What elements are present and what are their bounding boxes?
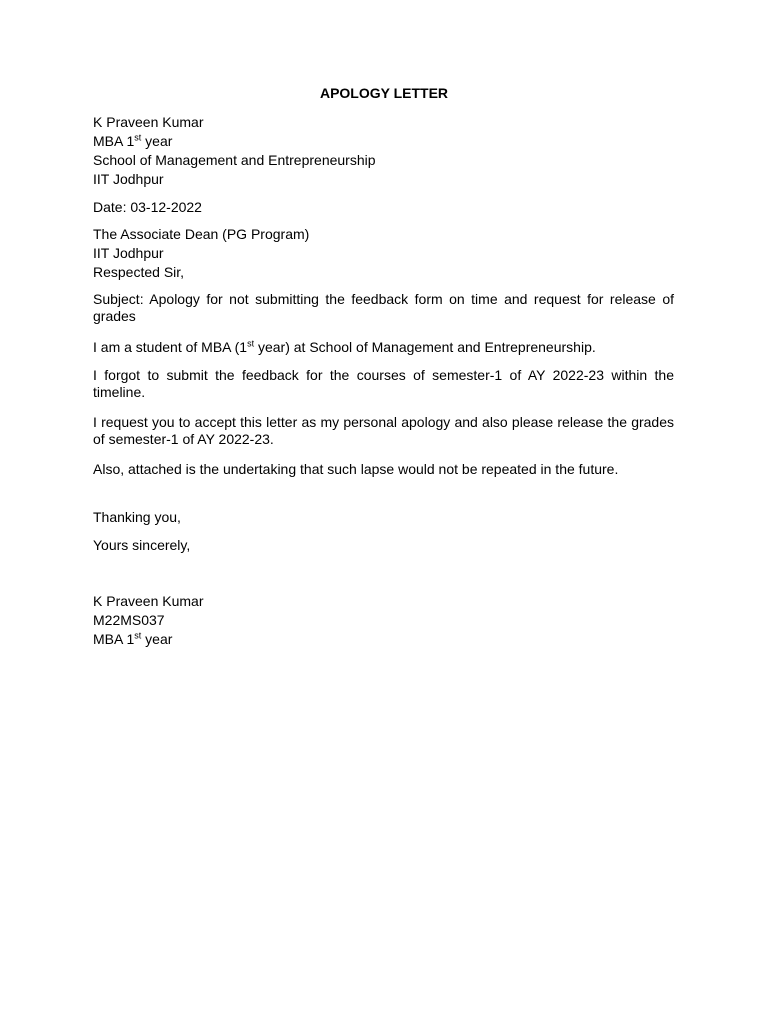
signature-roll-no: M22MS037 (93, 612, 165, 628)
letter-title: APOLOGY LETTER (319, 85, 449, 101)
letter-date: Date: 03-12-2022 (93, 199, 202, 215)
signature-block (93, 592, 674, 649)
sender-address (93, 113, 674, 189)
signature-program: MBA 1st year (93, 630, 173, 647)
sender-institute: IIT Jodhpur (93, 171, 164, 187)
sender-program: MBA 1st year (93, 132, 173, 149)
closing-thanks: Thanking you, (93, 509, 181, 525)
body-paragraph-2: I forgot to submit the feedback for the courses of semester-1 of AY 2022-23 within the timeline. (93, 367, 674, 400)
body-paragraph-3: I request you to accept this letter as my personal apology and also please release the grades of semester-1 of AY 2022-23. (93, 414, 674, 447)
salutation: Respected Sir, (93, 264, 185, 280)
sender-name: K Praveen Kumar (93, 114, 204, 130)
recipient-institute: IIT Jodhpur (93, 245, 164, 261)
recipient-designation: The Associate Dean (PG Program) (93, 226, 310, 242)
sender-school: School of Management and Entrepreneurship (93, 152, 376, 168)
recipient-address (93, 225, 674, 282)
body-paragraph-4: Also, attached is the undertaking that such lapse would not be repeated in the future. (93, 461, 619, 477)
closing-sign-off: Yours sincerely, (93, 537, 191, 553)
body-intro: I am a student of MBA (1st year) at School of Management and Entrepreneurship. (93, 338, 596, 355)
signature-name: K Praveen Kumar (93, 593, 204, 609)
subject-line: Subject: Apology for not submitting the feedback form on time and request for release of grades (93, 291, 674, 324)
